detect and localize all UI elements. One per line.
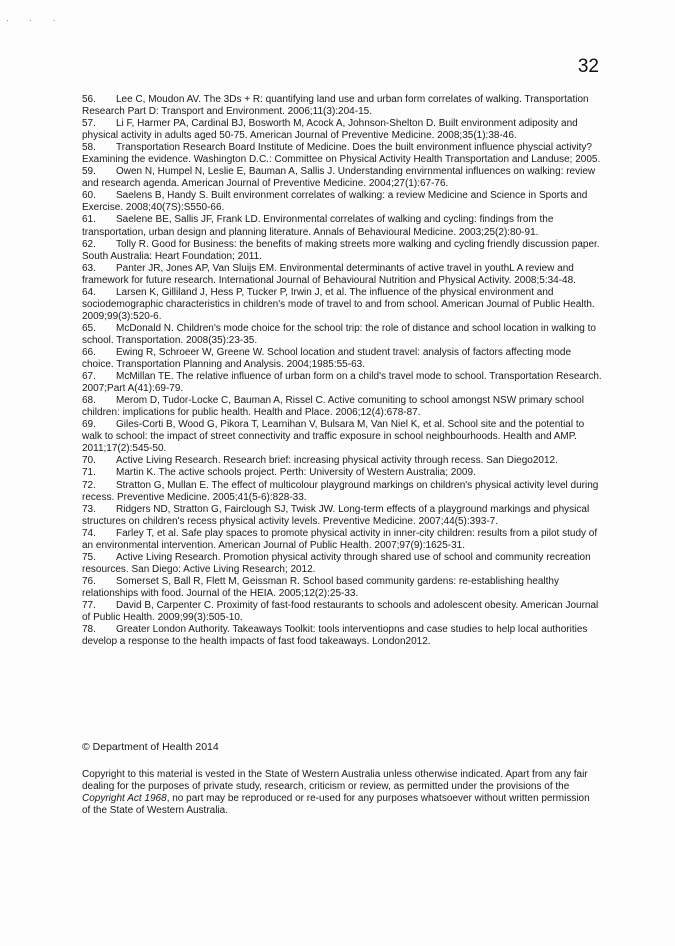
reference-text: Ridgers ND, Stratton G, Fairclough SJ, Twisk JW. Long-term effects of a playground markings and physical structures on children's recess physical activity levels. Preventive Medicine. 2007;44(5):393-7.	[82, 503, 590, 527]
reference-text: Transportation Research Board Institute of Medicine. Does the built environment influence physcial activity? Examining the evidence. Washington D.C.: Committee on Physical Activity Health Transportation and Landuse; 2005.	[82, 142, 601, 166]
reference-text: Farley T, et al. Safe play spaces to promote physical activity in inner-city children: results from a pilot study of an environmental intervention. American Journal of Public Health. 2007;97(9):1625-31.	[82, 527, 598, 551]
reference-text: Li F, Harmer PA, Cardinal BJ, Bosworth M, Acock A, Johnson-Shelton D. Built environment adiposity and physical activity in adults aged 50-75. American Journal of Preventive Medicine. 2008;35(1):38-46.	[82, 118, 578, 142]
reference-number: 70.	[82, 455, 96, 467]
reference-item	[82, 190, 604, 214]
reference-text: Saelens B, Handy S. Built environment correlates of walking: a review Medicine and Science in Sports and Exercise. 2008;40(7S):S550-66.	[82, 190, 588, 214]
reference-number: 62.	[82, 238, 96, 250]
reference-item	[82, 504, 604, 528]
copyright-line: © Department of Health 2014	[82, 741, 219, 753]
reference-item	[82, 528, 604, 552]
reference-text: Greater London Authority. Takeaways Toolkit: tools interventiopns and case studies to help local authorities develop a response to the health impacts of fast food takeaways. London2012.	[82, 624, 588, 648]
reference-number: 78.	[82, 624, 96, 636]
reference-text: Tolly R. Good for Business: the benefits of making streets more walking and cycling friendly discussion paper. South Australia: Heart Foundation; 2011.	[82, 238, 600, 262]
reference-item	[82, 142, 604, 166]
reference-number: 72.	[82, 479, 96, 491]
reference-item	[82, 214, 604, 238]
reference-item	[82, 118, 604, 142]
copyright-notice	[82, 769, 598, 817]
reference-text: Larsen K, Gilliland J, Hess P, Tucker P, Irwin J, et al. The influence of the physical environment and sociodemographic characteristics in children's mode of travel to and from school. American Journal of Public Health. 2009;99(3):520-6.	[82, 286, 595, 322]
scan-artifact-marks: · · ·	[6, 16, 66, 25]
reference-text: David B, Carpenter C. Proximity of fast-food restaurants to schools and adolescent obesity. American Journal of Public Health. 2009;99(3):505-10.	[82, 599, 599, 624]
reference-number: 57.	[82, 118, 96, 130]
reference-number: 66.	[82, 346, 96, 358]
reference-number: 71.	[82, 467, 96, 479]
reference-text: McMillan TE. The relative influence of urban form on a child's travel mode to school. Transportation Research. 2007;Part A(41):69-79.	[82, 371, 602, 395]
reference-item	[82, 552, 604, 576]
reference-text: Martin K. The active schools project. Perth: University of Western Australia; 2009.	[116, 467, 476, 479]
reference-item	[82, 395, 604, 419]
reference-number: 63.	[82, 262, 96, 274]
notice-text-after: , no part may be reproduced or re-used for any purposes whatsoever without written permission of the State of Western Australia.	[82, 793, 590, 817]
reference-number: 56.	[82, 94, 96, 105]
reference-number: 68.	[82, 395, 96, 407]
reference-item	[82, 287, 604, 323]
reference-item	[82, 624, 604, 648]
reference-item	[82, 323, 604, 347]
reference-text: McDonald N. Children's mode choice for the school trip: the role of distance and school location in walking to school. Transportation. 2008(35):23-35.	[82, 322, 596, 346]
page-number: 32	[577, 56, 599, 77]
reference-number: 60.	[82, 190, 96, 202]
reference-number: 74.	[82, 527, 96, 539]
reference-number: 75.	[82, 551, 96, 563]
reference-text: Lee C, Moudon AV. The 3Ds + R: quantifying land use and urban form correlates of walking. Transportation Research Part D: Transport and Environment. 2006;11(3):204-15.	[82, 94, 589, 118]
reference-item	[82, 600, 604, 624]
reference-text: Owen N, Humpel N, Leslie E, Bauman A, Sallis J. Understanding envirnmental influences on walking: review and research agenda. American Journal of Preventive Medicine. 2004;27(1):67-76.	[82, 166, 596, 190]
reference-item	[82, 467, 604, 479]
reference-text: Active Living Research. Promotion physical activity through shared use of school and community recreation resources. San Diego: Active Living Research; 2012.	[82, 551, 591, 575]
reference-text: Somerset S, Ball R, Flett M, Geissman R. School based community gardens: re-establishing healthy relationships with food. Journal of the HEIA. 2005;12(2):25-33.	[82, 575, 559, 599]
reference-text: Giles-Corti B, Wood G, Pikora T, Learnihan V, Bulsara M, Van Niel K, et al. School site and the potential to walk to school: the impact of street connectivity and traffic exposure in school neighbourhoods. Health and AMP. 2011;17(2):545-50.	[82, 419, 585, 455]
reference-item	[82, 239, 604, 263]
reference-item	[82, 263, 604, 287]
reference-text: Stratton G, Mullan E. The effect of multicolour playground markings on children's physical activity level during recess. Preventive Medicine. 2005;41(5-6):828-33.	[82, 479, 599, 503]
reference-item	[82, 94, 604, 118]
reference-item	[82, 371, 604, 395]
reference-item	[82, 480, 604, 504]
reference-text: Panter JR, Jones AP, Van Sluijs EM. Environmental determinants of active travel in youthL A review and framework for future research. International Journal of Behavioural Nutrition and Physical Activity. 2008;5:34-48.	[82, 262, 576, 286]
reference-number: 77.	[82, 599, 96, 611]
reference-item	[82, 455, 604, 467]
reference-number: 67.	[82, 371, 96, 383]
reference-number: 58.	[82, 142, 96, 154]
reference-number: 61.	[82, 214, 96, 226]
reference-number: 73.	[82, 503, 96, 515]
reference-text: Saelene BE, Sallis JF, Frank LD. Environmental correlates of walking and cycling: findings from the transportation, urban design and planning literature. Annals of Behavioural Medicine. 2003;25(2):80-91.	[82, 214, 554, 238]
reference-number: 64.	[82, 286, 96, 298]
reference-text: Merom D, Tudor-Locke C, Bauman A, Rissel C. Active comuniting to school amongst NSW primary school children: implications for public health. Health and Place. 2006;12(4):678-87.	[82, 395, 584, 419]
reference-list	[82, 94, 604, 648]
reference-number: 76.	[82, 575, 96, 587]
notice-act-title: Copyright Act 1968	[82, 793, 167, 805]
reference-text: Active Living Research. Research brief: increasing physical activity through recess. San Diego2012.	[116, 455, 558, 467]
reference-number: 59.	[82, 166, 96, 178]
notice-text-before: Copyright to this material is vested in the State of Western Australia unless otherwise indicated. Apart from any fair dealing for the purposes of private study, research, criticism or review, as permitted under the provisions of the	[82, 769, 588, 793]
reference-item	[82, 166, 604, 190]
reference-item	[82, 576, 604, 600]
reference-text: Ewing R, Schroeer W, Greene W. School location and student travel: analysis of factors affecting mode choice. Transportation Planning and Analysis. 2004;1985:55-63.	[82, 346, 572, 371]
reference-item	[82, 347, 604, 371]
reference-number: 65.	[82, 322, 96, 334]
reference-item	[82, 419, 604, 455]
reference-number: 69.	[82, 419, 96, 431]
